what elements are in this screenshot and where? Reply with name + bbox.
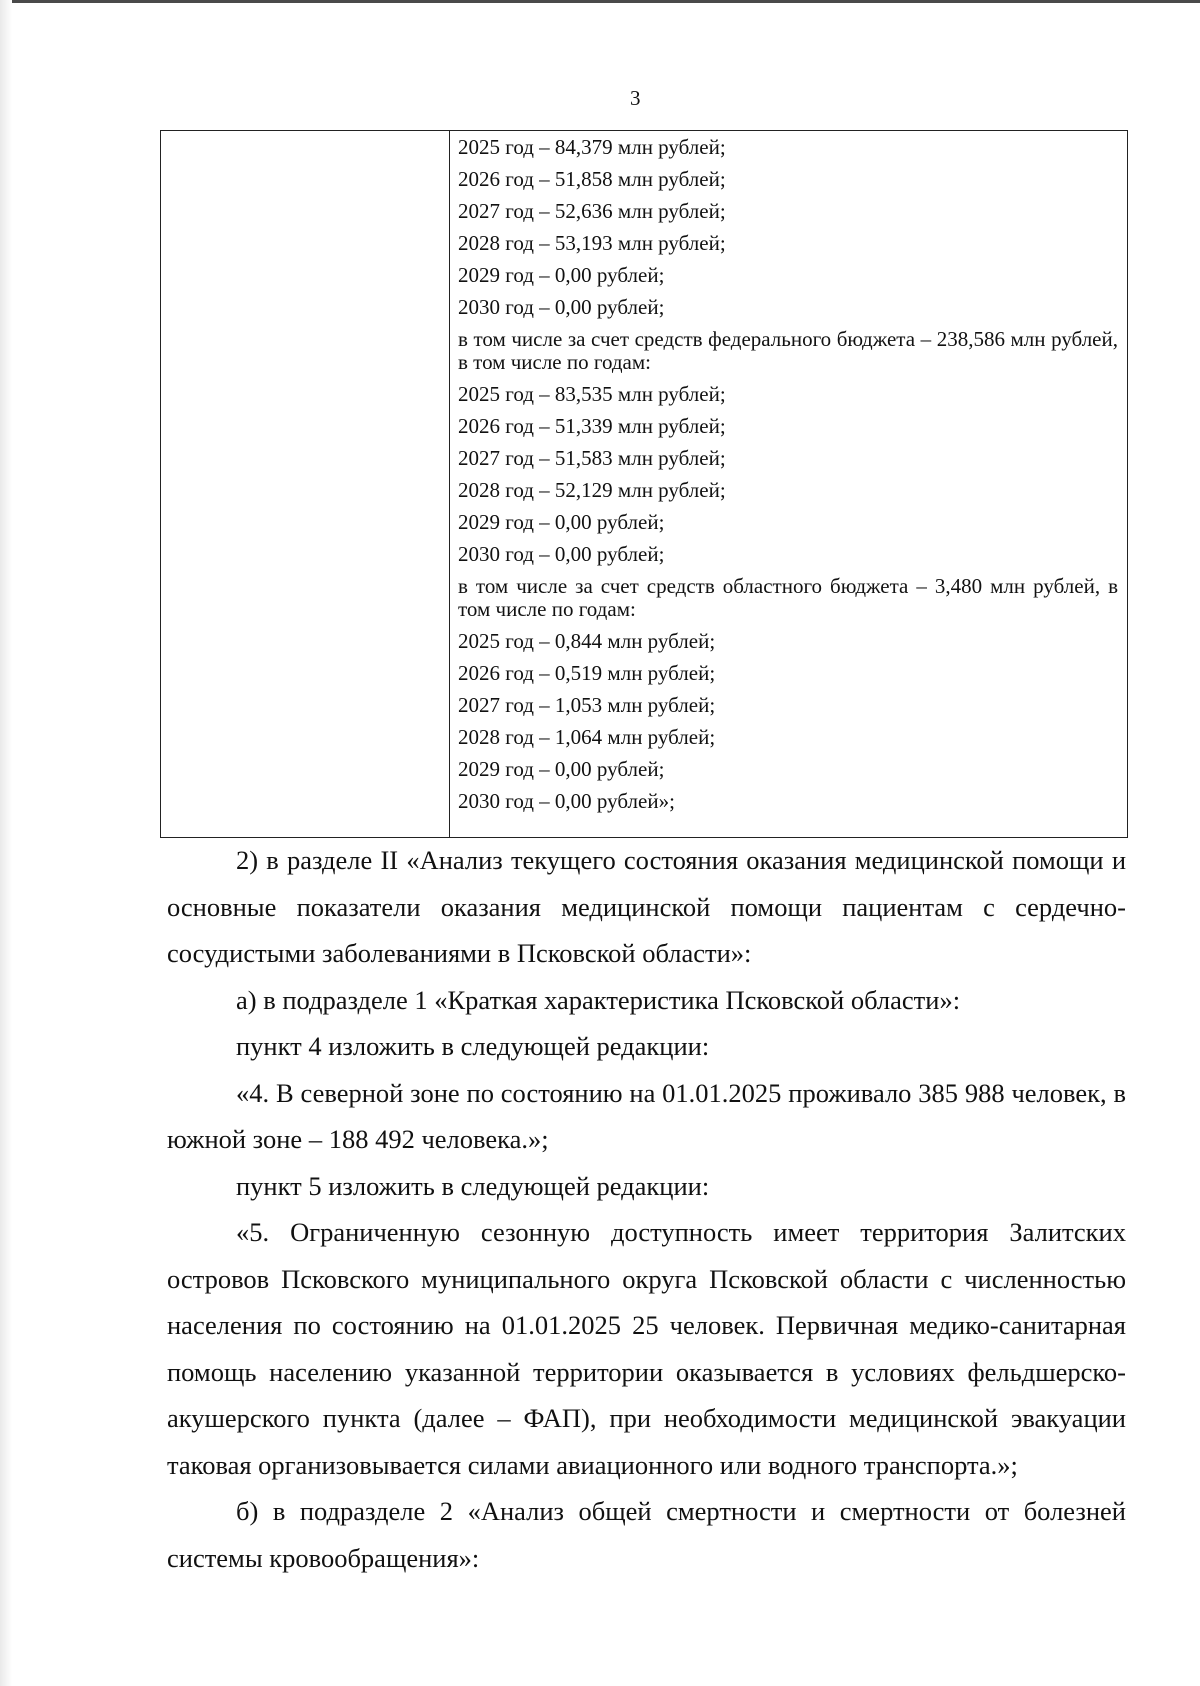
federal-year-line: 2027 год – 51,583 млн рублей;	[458, 446, 726, 470]
regional-year-line: 2029 год – 0,00 рублей;	[458, 757, 665, 781]
total-year-line: 2029 год – 0,00 рублей;	[458, 263, 665, 287]
point-5-text: «5. Ограниченную сезонную доступность имеет территория Залитских островов Псковского муниципального округа Псковской области с численностью населения по состоянию на 01.01.2025 25 человек. Первичная медико-санитарная помощь населению указанной территории оказывается в условиях фельдшерско-акушерского пункта (далее – ФАП), при необходимости медицинской эвакуации таковая организовывается силами авиационного или водного транспорта.»;	[167, 1217, 1126, 1480]
federal-year-line: 2026 год – 51,339 млн рублей;	[458, 414, 726, 438]
scan-top-border	[0, 0, 1200, 3]
regional-year-line: 2028 год – 1,064 млн рублей;	[458, 725, 716, 749]
section-ii-amendment: 2) в разделе II «Анализ текущего состояния оказания медицинской помощи и основные показатели оказания медицинской помощи пациентам с сердечно-сосудистыми заболеваниями в Псковской области»:	[167, 845, 1126, 968]
table-right-cell	[458, 136, 1118, 822]
regional-year-line: 2025 год – 0,844 млн рублей;	[458, 629, 716, 653]
subsection-2-amendment: б) в подразделе 2 «Анализ общей смертности и смертности от болезней системы кровообращения»:	[167, 1496, 1126, 1573]
scan-left-edge	[0, 0, 12, 1686]
table-left-cell	[161, 131, 450, 837]
regional-budget-heading: в том числе за счет средств областного бюджета – 3,480 млн рублей, в том числе по годам:	[458, 574, 1118, 621]
budget-table	[160, 130, 1128, 838]
total-year-line: 2028 год – 53,193 млн рублей;	[458, 231, 726, 255]
regional-year-line: 2030 год – 0,00 рублей»;	[458, 789, 675, 813]
subsection-1-amendment: а) в подразделе 1 «Краткая характеристика Псковской области»:	[236, 984, 961, 1015]
document-body	[167, 837, 1126, 1581]
page-number: 3	[630, 86, 641, 110]
federal-budget-heading: в том числе за счет средств федерального бюджета – 238,586 млн рублей, в том числе по годам:	[458, 327, 1118, 374]
total-year-line: 2027 год – 52,636 млн рублей;	[458, 199, 726, 223]
total-year-line: 2026 год – 51,858 млн рублей;	[458, 167, 726, 191]
regional-year-line: 2027 год – 1,053 млн рублей;	[458, 693, 716, 717]
point-4-instruction: пункт 4 изложить в следующей редакции:	[236, 1031, 710, 1061]
point-5-instruction: пункт 5 изложить в следующей редакции:	[236, 1170, 710, 1201]
federal-year-line: 2029 год – 0,00 рублей;	[458, 510, 665, 534]
total-year-line: 2030 год – 0,00 рублей;	[458, 295, 665, 319]
total-year-line: 2025 год – 84,379 млн рублей;	[458, 135, 726, 159]
federal-year-line: 2030 год – 0,00 рублей;	[458, 542, 665, 566]
point-4-text: «4. В северной зоне по состоянию на 01.01.2025 проживало 385 988 человек, в южной зоне – 188 492 человека.»;	[167, 1077, 1126, 1154]
regional-year-line: 2026 год – 0,519 млн рублей;	[458, 661, 716, 685]
federal-year-line: 2025 год – 83,535 млн рублей;	[458, 382, 726, 406]
federal-year-line: 2028 год – 52,129 млн рублей;	[458, 478, 726, 502]
